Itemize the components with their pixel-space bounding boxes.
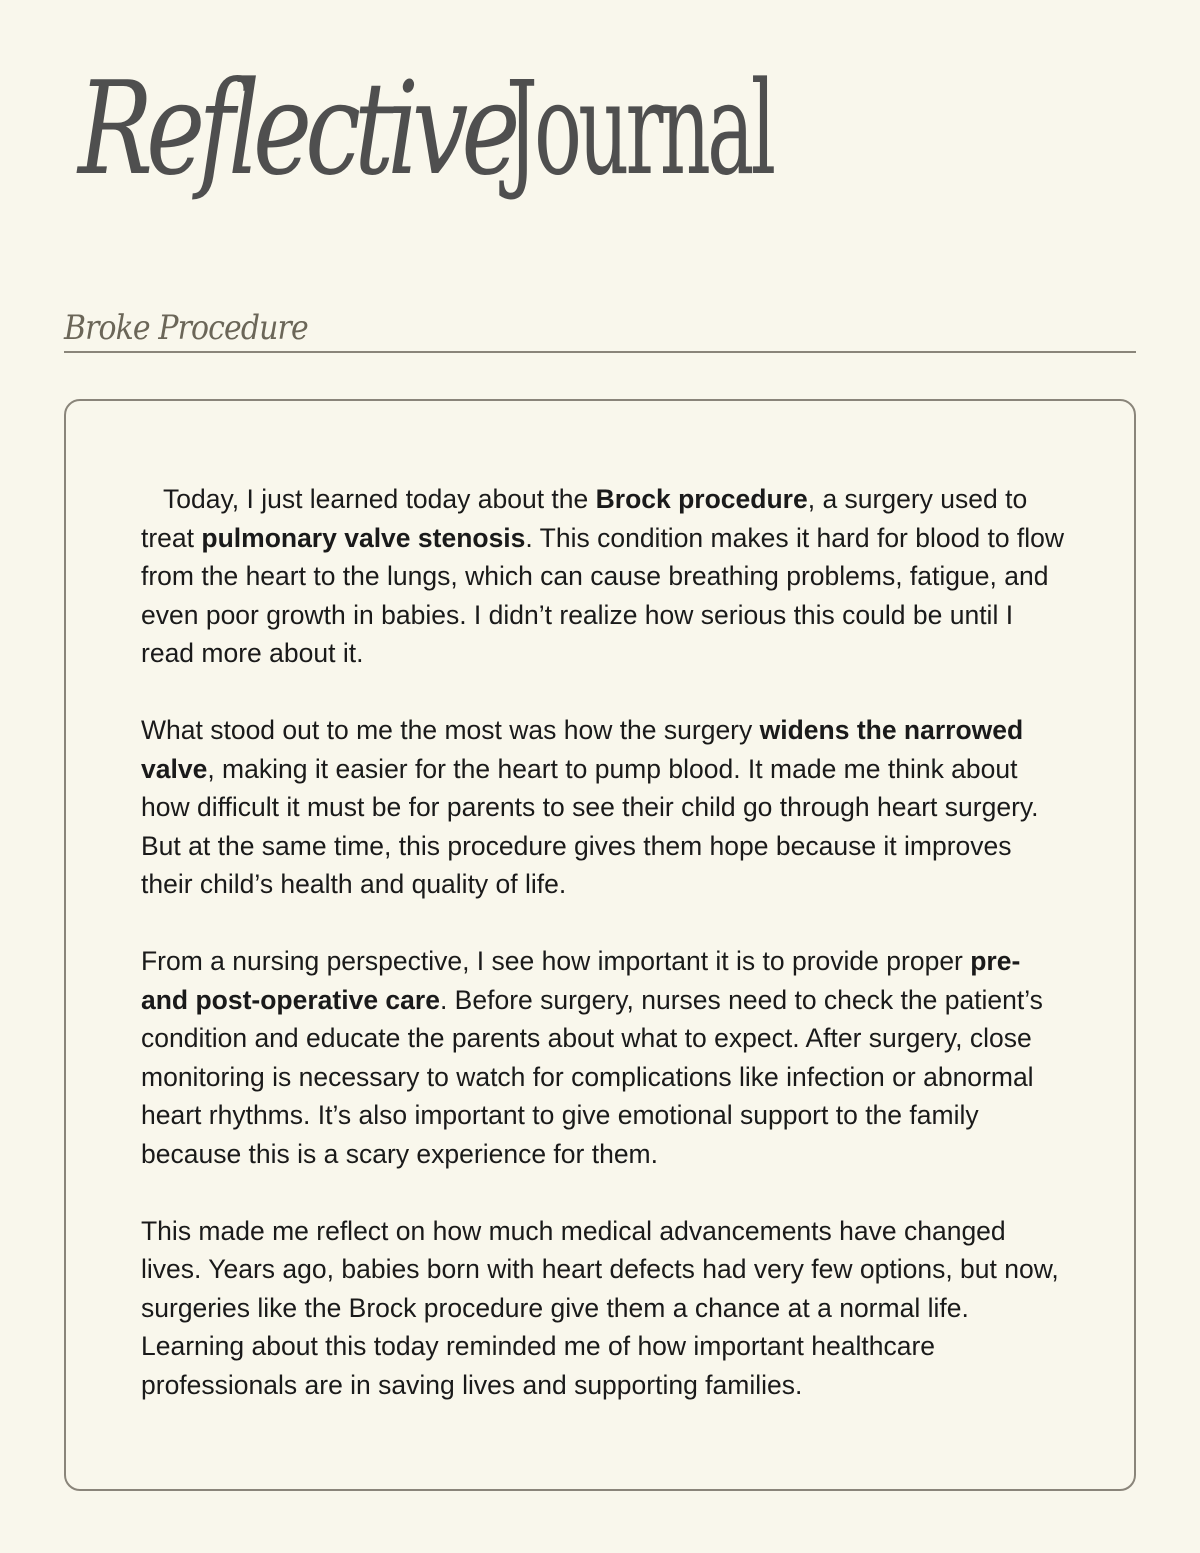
journal-title-regular: Journal [506,55,773,204]
bold-term-brock-procedure: Brock procedure [595,484,808,514]
entry-body [141,480,1066,1443]
bold-term-operative-care: pre- and post-operative care [141,946,1021,1015]
journal-title [78,50,773,220]
bold-term-widens-valve: widens the narrowed valve [141,715,1024,784]
entry-paragraph-2: What stood out to me the most was how the surgery widens the narrowed valve, making it easier for the heart to pump blood. It made me think about how difficult it must be for parents to see their child go through heart surgery. But at the same time, this procedure gives them hope because it improves their child’s health and quality of life. [141,715,1039,899]
subtitle-divider [64,351,1136,353]
entry-paragraph-1: Today, I just learned today about the Brock procedure, a surgery used to treat pulmonary valve stenosis. This condition makes it hard for blood to flow from the heart to the lungs, which can cause breathing problems, fatigue, and even poor growth in babies. I didn’t realize how serious this could be until I read more about it. [141,484,1065,668]
entry-paragraph-4: This made me reflect on how much medical advancements have changed lives. Years ago, babies born with heart defects had very few options, but now, surgeries like the Brock procedure give them a chance at a normal life. Learning about this today reminded me of how important healthcare professionals are in saving lives and supporting families. [141,1215,1059,1400]
entry-paragraph-3: From a nursing perspective, I see how important it is to provide proper pre- and post-operative care. Before surgery, nurses need to check the patient’s condition and educate the parents about what to expect. After surgery, close monitoring is necessary to watch for complications like infection or abnormal heart rhythms. It’s also important to give emotional support to the family because this is a scary experience for them. [141,946,1043,1169]
bold-term-pulmonary-valve-stenosis: pulmonary valve stenosis [201,522,526,553]
entry-subtitle: Broke Procedure [64,308,308,348]
journal-title-italic: Reflective [78,55,514,204]
